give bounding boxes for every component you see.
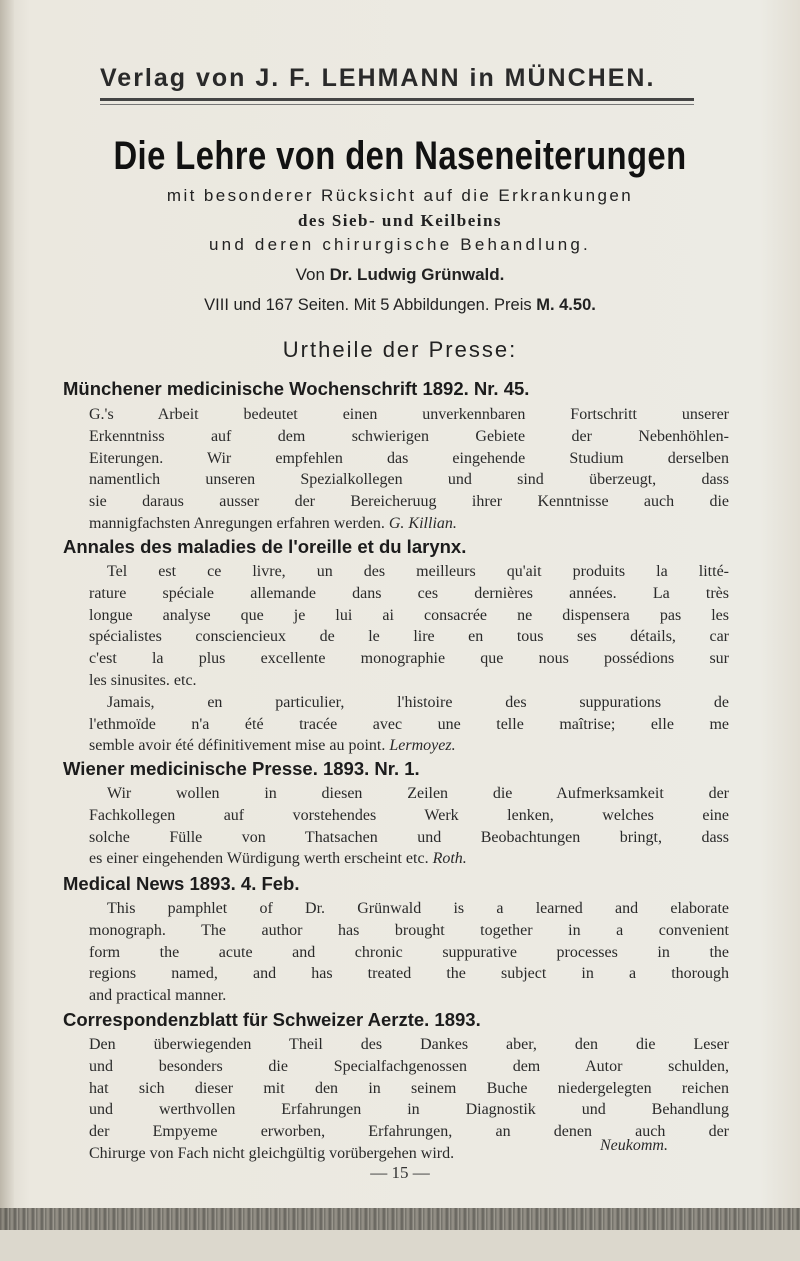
author-line xyxy=(50,265,750,285)
subtitle-line-1: mit besonderer Rücksicht auf die Erkrankungen xyxy=(166,186,634,205)
review-source: Annales des maladies de l'oreille et du larynx. xyxy=(63,536,467,557)
review-signature: Lermoyez. xyxy=(389,737,456,755)
text-line: der Empyeme erworben, Erfahrungen, an denen auch der xyxy=(89,1123,729,1141)
page-bottom-margin xyxy=(0,1230,800,1261)
text-line: This pamphlet of Dr. Grünwald is a learned and elaborate xyxy=(107,900,729,917)
review-signature: Neukomm. xyxy=(600,1137,668,1154)
text-line: solche Fülle von Thatsachen und Beobachtungen bringt, dass xyxy=(89,828,729,846)
review-text xyxy=(89,898,729,1007)
page-bottom-edge xyxy=(0,1208,800,1230)
review-text xyxy=(89,783,729,870)
author-name: Dr. Ludwig Grünwald. xyxy=(329,265,505,284)
text-line: les sinusites. etc. xyxy=(89,671,197,689)
text-line: l'ethmoïde n'a été tracée avec une telle maîtrise; elle me xyxy=(89,715,729,733)
review-source: Medical News 1893. 4. Feb. xyxy=(63,873,300,894)
review-text xyxy=(89,561,729,757)
review-signature: G. Killian. xyxy=(388,514,457,532)
text-line: form the acute and chronic suppurative processes in the xyxy=(89,943,729,961)
text-line: regions named, and has treated the subject in a thorough xyxy=(89,965,729,983)
text-line: und besonders die Specialfachgenossen dem Autor schulden, xyxy=(89,1057,729,1075)
text-line: Eiterungen. Wir empfehlen das eingehende Studium derselben xyxy=(89,449,729,467)
review-text xyxy=(89,404,729,535)
text-line: monograph. The author has brought together in a convenient xyxy=(89,921,729,939)
text-line xyxy=(89,513,729,535)
review-source: Wiener medicinische Presse. 1893. Nr. 1. xyxy=(63,758,420,779)
text-line: c'est la plus excellente monographie que nous possédions sur xyxy=(89,650,729,668)
subtitle-line-2: des Sieb- und Keilbeins xyxy=(297,211,503,230)
review-source: Correspondenzblatt für Schweizer Aerzte. 1893. xyxy=(63,1009,481,1030)
review-source: Münchener medicinische Wochenschrift 1892. Nr. 45. xyxy=(63,378,530,399)
book-meta-text: VIII und 167 Seiten. Mit 5 Abbildungen. Preis xyxy=(204,296,532,314)
press-heading: Urtheile der Presse: xyxy=(282,337,518,362)
text-line: rature spéciale allemande dans ces dernières années. La très xyxy=(89,584,729,602)
header-rule-thin xyxy=(100,104,694,105)
text-line-body: es einer eingehenden Würdigung werth erscheint etc. xyxy=(89,850,429,868)
subtitle-line-3: und deren chirurgische Behandlung. xyxy=(209,235,591,254)
text-line: G.'s Arbeit bedeutet einen unverkennbaren Fortschritt unserer xyxy=(89,406,729,423)
book-meta xyxy=(50,296,750,315)
review-signature: Roth. xyxy=(432,850,467,868)
text-line: und werthvollen Erfahrungen in Diagnostik und Behandlung xyxy=(89,1101,729,1119)
book-price: M. 4.50. xyxy=(536,296,596,314)
book-title: Die Lehre von den Naseneiterungen xyxy=(113,134,687,178)
text-line: Chirurge von Fach nicht gleichgültig vorübergehen wird. xyxy=(89,1144,455,1162)
text-line xyxy=(89,735,729,757)
text-line: Wir wollen in diesen Zeilen die Aufmerksamkeit der xyxy=(107,785,729,802)
text-line xyxy=(89,848,729,870)
text-line: Erkenntniss auf dem schwierigen Gebiete der Nebenhöhlen- xyxy=(89,427,729,445)
binding-edge xyxy=(0,0,14,1261)
text-line: spécialistes consciencieux de le lire en tous ses détails, car xyxy=(89,628,729,646)
text-line: longue analyse que je lui ai consacrée ne dispensera pas les xyxy=(89,606,729,624)
text-line: Jamais, en particulier, l'histoire des suppurations de xyxy=(107,693,729,711)
page-number: — 15 — xyxy=(370,1163,430,1182)
text-line: sie daraus ausser der Bereicheruug ihrer Kenntnisse auch die xyxy=(89,493,729,511)
text-line: Fachkollegen auf vorstehendes Werk lenken, welches eine xyxy=(89,806,729,824)
text-line-body: semble avoir été définitivement mise au point. xyxy=(89,737,386,755)
text-line: hat sich dieser mit den in seinem Buche niedergelegten reichen xyxy=(89,1079,729,1097)
text-line: Den überwiegenden Theil des Dankes aber, den die Leser xyxy=(89,1036,729,1053)
text-line: Tel est ce livre, un des meilleurs qu'ait produits la litté- xyxy=(107,563,729,580)
text-line: namentlich unseren Spezialkollegen und sind überzeugt, dass xyxy=(89,471,729,489)
publisher-header: Verlag von J. F. LEHMANN in MÜNCHEN. xyxy=(100,64,656,92)
text-line-body: mannigfachsten Anregungen erfahren werden. xyxy=(89,514,385,532)
text-line: and practical manner. xyxy=(89,987,227,1005)
header-rule xyxy=(100,98,694,101)
author-prefix: Von xyxy=(295,265,325,284)
